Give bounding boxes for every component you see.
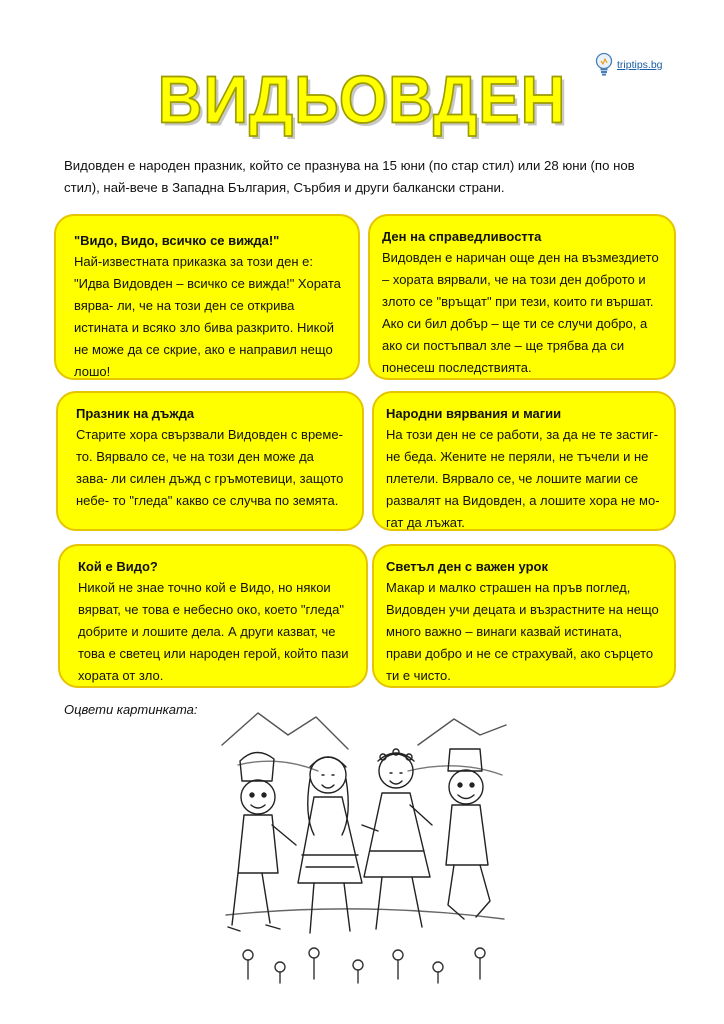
card-text: Най-известната приказка за този ден е: "Идва Видовден – всичко се вижда!" Хората вярва- ли, че на този ден се открива истината и всяко зло бива разкрито. Никой не може да се скрие, ако е направил нещо лошо! bbox=[74, 254, 341, 379]
card-title: Празник на дъжда bbox=[76, 406, 195, 421]
page-title: ВИДЬОВДЕН bbox=[157, 63, 567, 138]
card-text: Макар и малко страшен на пръв поглед, Видовден учи децата и възрастните на нещо много важно – винаги казвай истината, прави добро и не се страхувай, ако сърцето ти е чисто. bbox=[386, 580, 659, 683]
card-folk-beliefs bbox=[372, 391, 676, 531]
child-figure-2 bbox=[298, 757, 362, 933]
child-figure-4 bbox=[446, 749, 490, 919]
child-figure-1 bbox=[228, 752, 296, 931]
card-title: Ден на справедливостта bbox=[382, 229, 542, 244]
card-rain-holiday bbox=[56, 391, 364, 531]
card-bright-day bbox=[372, 544, 676, 688]
card-justice-day bbox=[368, 214, 676, 380]
coloring-picture bbox=[218, 705, 510, 985]
card-title: Светъл ден с важен урок bbox=[386, 559, 549, 574]
card-title: Кой е Видо? bbox=[78, 559, 158, 574]
card-text: Никой не знае точно кой е Видо, но някои вярват, че това е небесно око, което "гледа" добрите и лошите дела. А други казват, че това е светец или народен герой, който пази хората от зло. bbox=[78, 580, 349, 683]
flowers bbox=[243, 948, 485, 983]
card-title: Народни вярвания и магии bbox=[386, 406, 562, 421]
card-title: "Видо, Видо, всичко се вижда!" bbox=[74, 233, 280, 248]
card-text: На този ден не се работи, за да не те застиг- не беда. Жените не перяли, не тъчели и не плетели. Вярвало се, че лошите магии се развалят на Видовден, а лошите хора не мо- гат да лъжат. bbox=[386, 427, 660, 530]
intro-paragraph: Видовден е народен празник, който се празнува на 15 юни (по стар стил) или 28 юни (по нов стил), най-вече в Западна България, Сърбия и други балкански страни. bbox=[64, 158, 635, 195]
card-vido-saying bbox=[54, 214, 360, 380]
logo-text[interactable]: triptips.bg bbox=[617, 59, 663, 71]
mountains-outline bbox=[222, 713, 506, 749]
card-text: Старите хора свързвали Видовден с време- то. Вярвало се, че на този ден може да завa- ли силен дъжд с гръмотевици, защото небе- то "гледа" какво се случва по земята. bbox=[76, 427, 344, 508]
coloring-caption: Оцвети картинката: bbox=[64, 702, 198, 717]
card-text: Видовден е наричан още ден на възмездието – хората вярвали, че на този ден доброто и злото се "връщат" при тези, които ги вършат. Ако си бил добър – ще ти се случи добро, а ако си постъпвал зле – ще трябва да си понесеш последствията. bbox=[382, 250, 659, 375]
child-figure-3 bbox=[362, 749, 432, 929]
card-who-is-vido bbox=[58, 544, 368, 688]
